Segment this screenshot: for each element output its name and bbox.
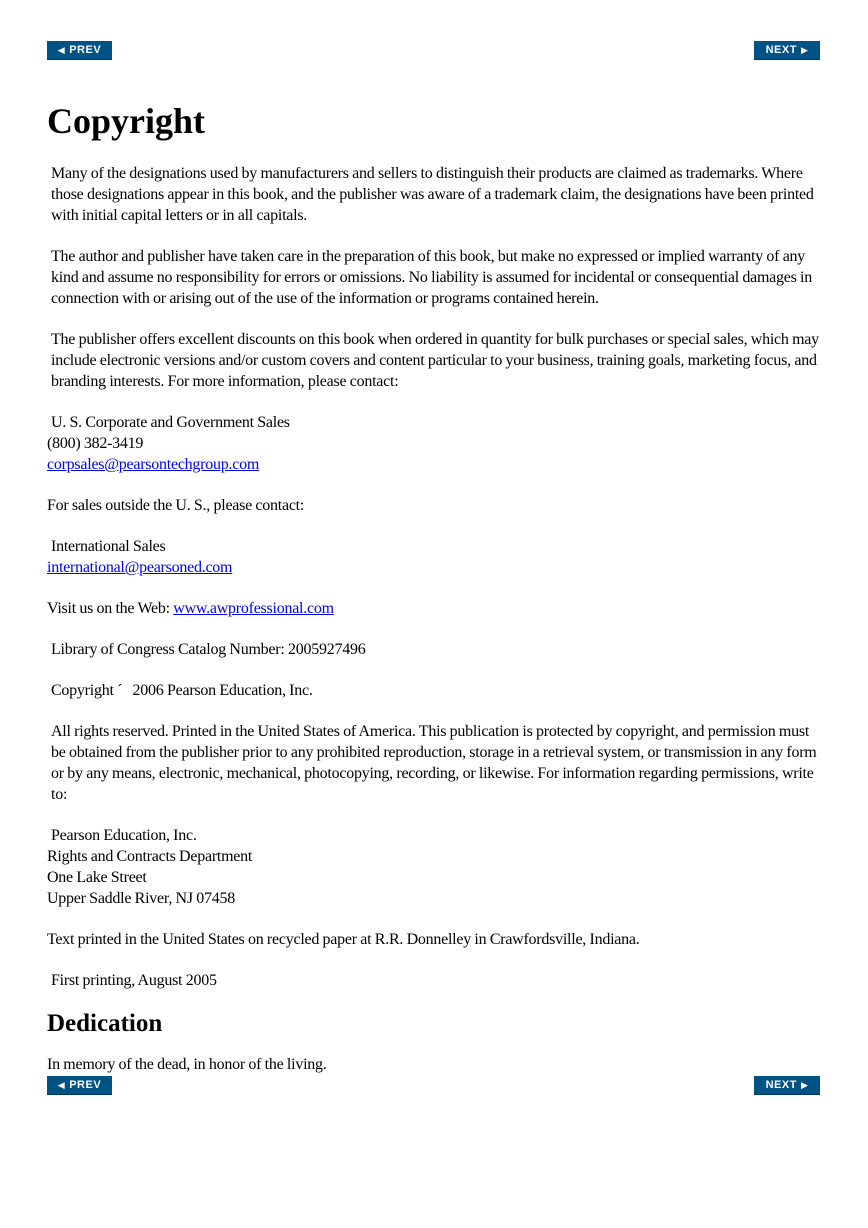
us-sales-email-link[interactable]: corpsales@pearsontechgroup.com xyxy=(47,456,260,473)
prev-button-bottom[interactable] xyxy=(47,1076,112,1095)
us-sales-name: U. S. Corporate and Government Sales xyxy=(51,414,290,431)
first-printing: First printing, August 2005 xyxy=(51,972,217,989)
trademark-paragraph: Many of the designations used by manufacturers and sellers to distinguish their products are claimed as trademarks. Where those designations appear in this book, and the publisher was aware of a trademark claim, the designations have been printed with initial capital letters or in all capitals. xyxy=(51,165,814,224)
left-arrow-icon: ◀ xyxy=(57,1079,66,1090)
top-navigation xyxy=(47,41,820,61)
next-button-bottom[interactable] xyxy=(754,1076,820,1095)
discounts-paragraph: The publisher offers excellent discounts on this book when ordered in quantity for bulk purchases or special sales, which may include electronic versions and/or custom covers and content particular to your business, training goals, marketing focus, and branding interests. For more information, please contact: xyxy=(51,331,819,390)
bottom-navigation xyxy=(47,1076,820,1096)
address-line: One Lake Street xyxy=(47,869,147,886)
us-sales-block xyxy=(47,412,823,475)
catalog-number: Library of Congress Catalog Number: 2005927496 xyxy=(51,641,366,658)
address-line: Rights and Contracts Department xyxy=(47,848,253,865)
page-title: Copyright xyxy=(47,101,206,141)
website-link[interactable]: www.awprofessional.com xyxy=(173,600,334,617)
printed-notice: Text printed in the United States on recycled paper at R.R. Donnelley in Crawfordsville, Indiana. xyxy=(47,931,640,948)
web-label: Visit us on the Web: xyxy=(47,600,174,617)
web-line xyxy=(47,598,823,619)
next-label: NEXT xyxy=(765,44,797,56)
intl-sales-email-link[interactable]: international@pearsoned.com xyxy=(47,559,233,576)
left-arrow-icon: ◀ xyxy=(57,44,66,55)
intl-sales-block xyxy=(47,536,823,578)
next-button-top[interactable] xyxy=(754,41,820,60)
prev-button-top[interactable] xyxy=(47,41,112,60)
address-line: Pearson Education, Inc. xyxy=(51,827,197,844)
page-content xyxy=(47,41,823,1096)
dedication-heading: Dedication xyxy=(47,1010,163,1037)
publisher-address xyxy=(47,825,823,909)
right-arrow-icon: ▶ xyxy=(800,1079,809,1090)
address-line: Upper Saddle River, NJ 07458 xyxy=(47,890,236,907)
right-arrow-icon: ▶ xyxy=(800,44,809,55)
rights-paragraph: All rights reserved. Printed in the United States of America. This publication is protected by copyright, and permission must be obtained from the publisher prior to any prohibited reproduction, storage in a retrieval system, or transmission in any form or by any means, electronic, mechanical, photocopying, recording, or likewise. For information regarding permissions, write to: xyxy=(51,723,817,803)
next-label: NEXT xyxy=(765,1079,797,1091)
us-sales-phone: (800) 382-3419 xyxy=(47,435,144,452)
copyright-line: Copyright ´ 2006 Pearson Education, Inc. xyxy=(51,682,313,699)
warranty-paragraph: The author and publisher have taken care in the preparation of this book, but make no expressed or implied warranty of any kind and assume no responsibility for errors or omissions. No liability is assumed for incidental or consequential damages in connection with or arising out of the use of the information or programs contained herein. xyxy=(51,248,812,307)
dedication-text: In memory of the dead, in honor of the living. xyxy=(47,1056,327,1073)
outside-us-text: For sales outside the U. S., please contact: xyxy=(47,497,305,514)
intl-sales-name: International Sales xyxy=(51,538,166,555)
prev-label: PREV xyxy=(69,44,102,56)
prev-label: PREV xyxy=(69,1079,102,1091)
